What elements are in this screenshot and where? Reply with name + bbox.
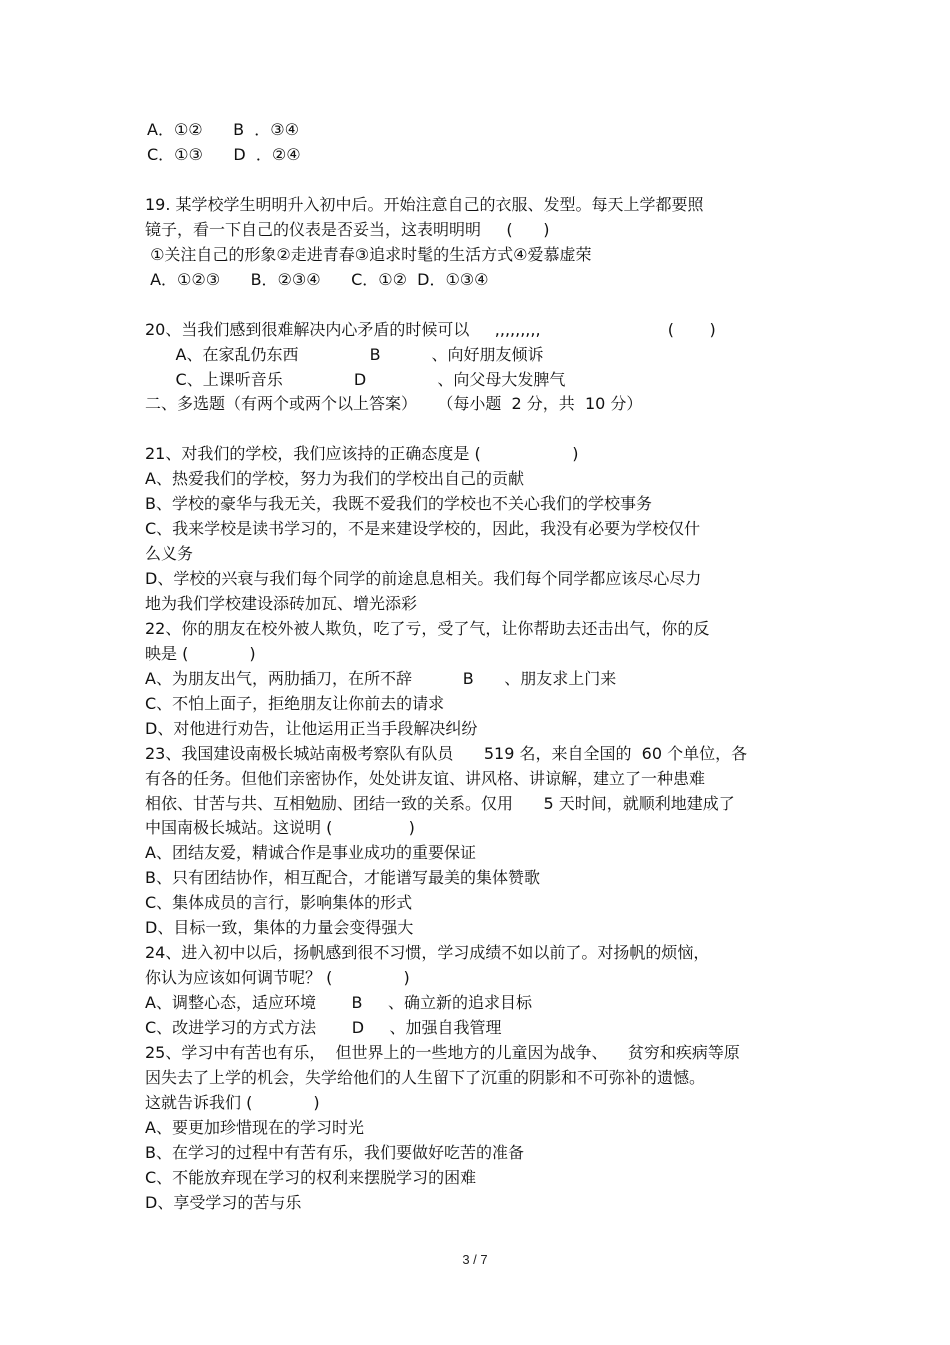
q21-stem: 21、对我们的学校，我们应该持的正确态度是 ( ) (145, 444, 579, 463)
q19-statements: ①关注自己的形象②走进青春③追求时髦的生活方式④爱慕虚荣 (145, 245, 592, 264)
q19-options: A．①②③ B．②③④ C．①② D．①③④ (145, 270, 489, 289)
q24-stem-line-1: 24、进入初中以后，扬帆感到很不习惯，学习成绩不如以前了。对扬帆的烦恼， (145, 943, 710, 962)
q23-option-a: A、团结友爱，精诚合作是事业成功的重要保证 (145, 843, 476, 862)
q19-stem-line-1: 19. 某学校学生明明升入初中后。开始注意自己的衣服、发型。每天上学都要照 (145, 195, 704, 214)
q25-option-d: D、享受学习的苦与乐 (145, 1193, 302, 1212)
section-heading-multiple-choice: 二、多选题（有两个或两个以上答案） （每小题 2 分，共 10 分） (145, 394, 643, 413)
q25-option-a: A、要更加珍惜现在的学习时光 (145, 1118, 364, 1137)
q25-option-b: B、在学习的过程中有苦有乐，我们要做好吃苦的准备 (145, 1143, 524, 1162)
q22-options-ab: A、为朋友出气，两肋插刀，在所不辞 B 、朋友求上门来 (145, 669, 617, 688)
q21-option-d-line-1: D、学校的兴衰与我们每个同学的前途息息相关。我们每个同学都应该尽心尽力 (145, 569, 702, 588)
q25-stem-line-2: 因失去了上学的机会，失学给他们的人生留下了沉重的阴影和不可弥补的遗憾。 (145, 1068, 706, 1087)
q23-stem-line-2: 有各的任务。但他们亲密协作，处处讲友谊、讲风格、讲谅解，建立了一种患难 (145, 769, 706, 788)
q24-stem-line-2: 你认为应该如何调节呢？ ( ) (145, 968, 410, 987)
q25-option-c: C、不能放弃现在学习的权利来摆脱学习的困难 (145, 1168, 477, 1187)
q20-stem: 20、当我们感到很难解决内心矛盾的时候可以 ,,,,,,,,, ( ) (145, 320, 716, 339)
q23-stem-line-4: 中国南极长城站。这说明 ( ) (145, 818, 415, 837)
q22-stem-line-2: 映是 ( ) (145, 644, 256, 663)
q23-stem-line-1: 23、我国建设南极长城站南极考察队有队员 519 名，来自全国的 60 个单位，各 (145, 744, 748, 763)
q23-option-b: B、只有团结协作，相互配合，才能谱写最美的集体赞歌 (145, 868, 540, 887)
q18-options-line-2: C．①③ D ．②④ (147, 145, 301, 164)
q22-option-d: D、对他进行劝告，让他运用正当手段解决纠纷 (145, 719, 478, 738)
page-number: 3 / 7 (462, 1252, 488, 1267)
q22-option-c: C、不怕上面子，拒绝朋友让你前去的请求 (145, 694, 445, 713)
q19-stem-line-2: 镜子，看一下自己的仪表是否妥当，这表明明明 ( ) (145, 220, 550, 239)
q25-stem-line-3: 这就告诉我们 ( ) (145, 1093, 320, 1112)
q23-stem-line-3: 相依、甘苦与共、互相勉励、团结一致的关系。仅用 5 天时间，就顺利地建成了 (145, 794, 735, 813)
q24-options-ab: A、调整心态，适应环境 B 、确立新的追求目标 (145, 993, 532, 1012)
q21-option-b: B、学校的豪华与我无关，我既不爱我们的学校也不关心我们的学校事务 (145, 494, 652, 513)
q23-option-c: C、集体成员的言行，影响集体的形式 (145, 893, 413, 912)
q21-option-a: A、热爱我们的学校，努力为我们的学校出自己的贡献 (145, 469, 524, 488)
q21-option-c-line-1: C、我来学校是读书学习的，不是来建设学校的，因此，我没有必要为学校仅什 (145, 519, 701, 538)
q21-option-d-line-2: 地为我们学校建设添砖加瓦、增光添彩 (145, 594, 418, 613)
q23-option-d: D、目标一致，集体的力量会变得强大 (145, 918, 414, 937)
q18-options-line-1: A．①② B ．③④ (147, 120, 299, 139)
q21-option-c-line-2: 么义务 (145, 544, 194, 563)
q25-stem-line-1: 25、学习中有苦也有乐， 但世界上的一些地方的儿童因为战争、 贫穷和疾病等原 (145, 1043, 740, 1062)
q20-options-cd: C、上课听音乐 D 、向父母大发脾气 (145, 370, 566, 389)
q20-options-ab: A、在家乱仍东西 B 、向好朋友倾诉 (145, 345, 544, 364)
q24-options-cd: C、改进学习的方式方法 D 、加强自我管理 (145, 1018, 502, 1037)
q22-stem-line-1: 22、你的朋友在校外被人欺负，吃了亏，受了气，让你帮助去还击出气，你的反 (145, 619, 710, 638)
